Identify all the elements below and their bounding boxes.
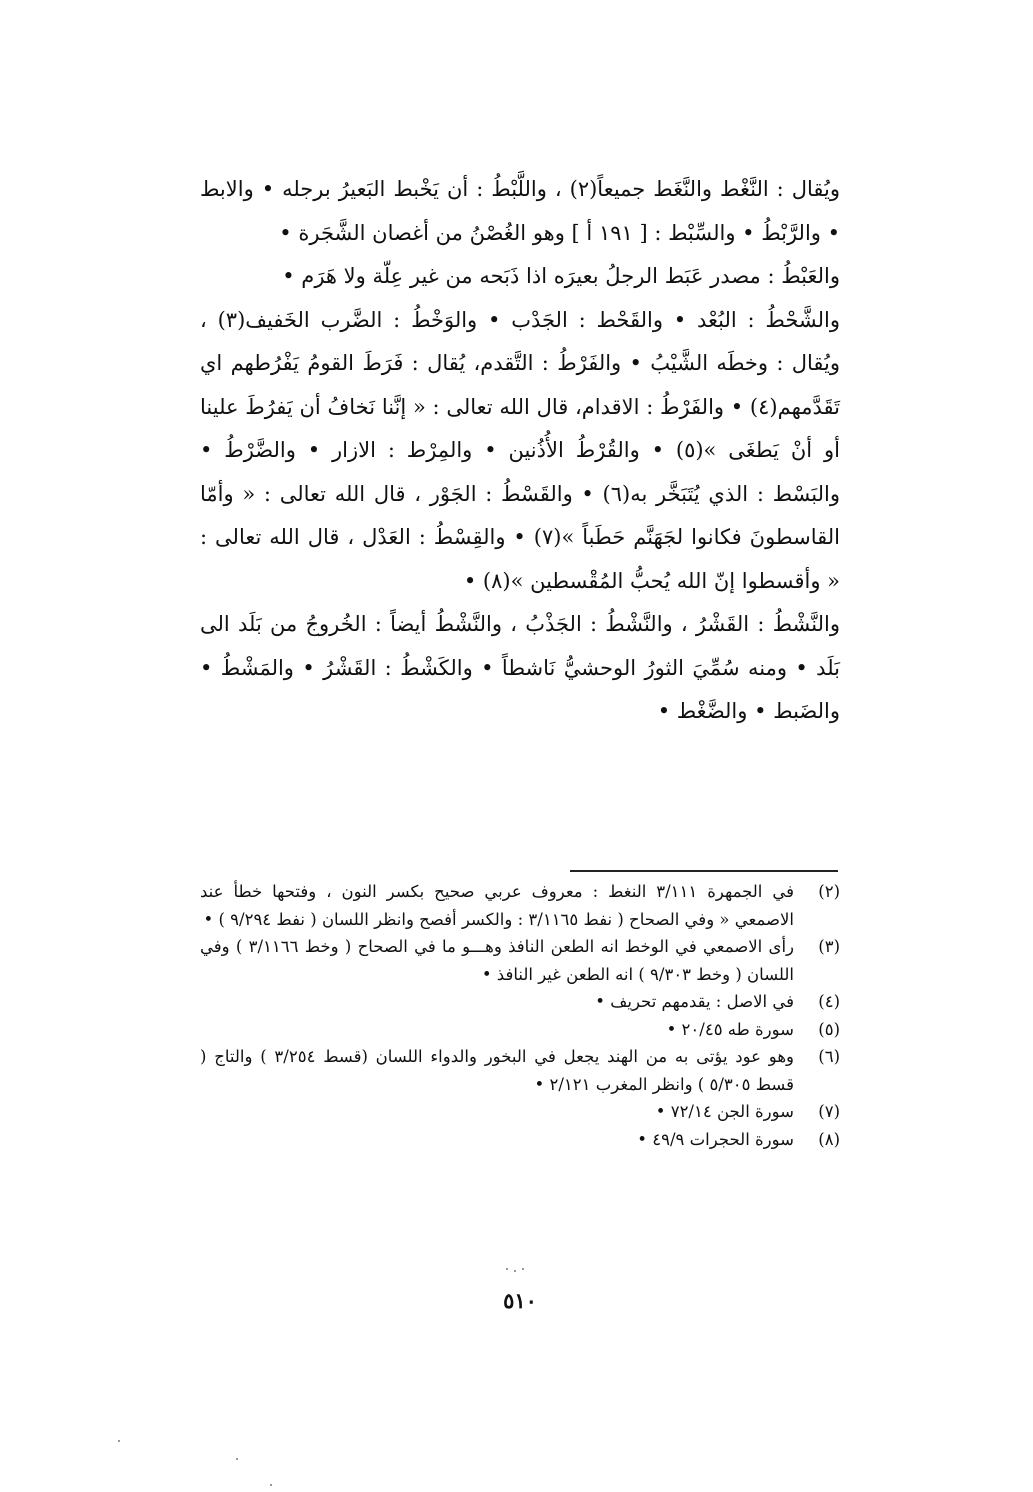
main-text-block [200, 168, 840, 734]
scan-speck [514, 1270, 516, 1272]
footnote-number: (٣) [818, 937, 840, 956]
paragraph: والعَبْطُ : مصدر عَبَط الرجلُ بعيرَه اذا ذَبَحه من غير عِلّة ولا هَرَم • [282, 264, 840, 288]
page-number: ٥١٠ [503, 1288, 537, 1313]
footnote-item [200, 1098, 840, 1126]
footnote-item [200, 988, 840, 1016]
footnotes-block [200, 878, 840, 1153]
footnote-number: (٧) [818, 1102, 840, 1121]
footnote-item [200, 1043, 840, 1098]
scan-speck [270, 1484, 272, 1486]
scan-speck [118, 1440, 120, 1442]
scan-speck [236, 1458, 238, 1460]
footnote-divider [570, 870, 838, 872]
footnote-item [200, 878, 840, 933]
footnote-item [200, 1126, 840, 1154]
paragraph: ويُقال : النَّغْط والنَّغَط جميعاً(٢) ، واللَّبْطُ : أن يَخْبط البَعيرُ برجله • والابط • والرَّبْطُ • والسِّبْط : [ ١٩١ أ ] وهو الغُصْنُ من أغصان الشَّجَرة • [200, 177, 840, 245]
footnote-item [200, 933, 840, 988]
paragraph: والنَّشْطُ : القَشْرُ ، والنَّشْطُ : الجَذْبُ ، والنَّشْطُ أيضاً : الخُروجُ من بَلَد الى بَلَد • ومنه سُمِّيَ الثورُ الوحشيُّ نَاشطاً • والكَشْطُ : القَشْرُ • والمَشْطُ • والضَبط • والضَّغْط • [200, 612, 840, 723]
footnote-item [200, 1016, 840, 1044]
footnote-number: (٥) [818, 1019, 840, 1039]
footnote-text: سورة طه ٢٠/٤٥ • [666, 1019, 794, 1039]
scan-speck [506, 1268, 508, 1270]
paragraph: والشَّحْطُ : البُعْد • والقَحْط : الجَدْب • والوَخْطُ : الضَّرب الخَفيف(٣) ، ويُقال : وخطَه الشَّيْبُ • والفَرْطُ : التَّقدم، يُقال : فَرَطَ القومُ يَفْرُطهم اي تَقَدَّمهم(٤) • والفَرْطُ : الاقدام، قال الله تعالى : « إنَّنا نَخافُ أن يَفرُطَ علينا أو أنْ يَطغَى »(٥) • والقُرْطُ الأُذُنين • والمِرْط : الازار • والضَّرْطُ • والبَسْط : الذي يُتَبَخَّر به(٦) • والقَسْطُ : الجَوْر ، قال الله تعالى : « وأمّا القاسطونَ فكانوا لجَهَنَّم حَطَباً »(٧) • والقِسْطُ : العَدْل ، قال الله تعالى : « وأقسطوا إنّ الله يُحبُّ المُقْسطين »(٨) • [200, 307, 841, 593]
footnote-number: (٦) [818, 1047, 840, 1066]
footnote-text: سورة الجن ٧٢/١٤ • [655, 1102, 794, 1121]
footnote-text: في الاصل : يقدمهم تحريف • [595, 992, 794, 1011]
footnote-text: وهو عود يؤتى به من الهند يجعل في البخور والدواء اللسان (قسط ٣/٢٥٤ ) والتاج ( قسط ٥/٣٠٥ ) وانظر المغرب ٢/١٢١ • [200, 1047, 794, 1094]
footnote-number: (٨) [818, 1129, 840, 1149]
footnote-number: (٢) [818, 882, 840, 901]
footnote-text: رأى الاصمعي في الوخط انه الطعن النافذ وهـــو ما في الصحاح ( وخط ٣/١١٦٦ ) وفي اللسان ( وخط ٩/٣٠٣ ) انه الطعن غير النافذ • [200, 937, 794, 984]
footnote-text: في الجمهرة ٣/١١١ النغط : معروف عربي صحيح بكسر النون ، وفتحها خطأ عند الاصمعي « وفي الصحاح ( نفط ٣/١١٦٥ : والكسر أفصح وانظر اللسان ( نفط ٩/٢٩٤ ) • [200, 882, 794, 929]
footnote-text: سورة الحجرات ٤٩/٩ • [637, 1129, 794, 1149]
footnote-number: (٤) [818, 992, 840, 1011]
scan-speck [522, 1268, 524, 1270]
